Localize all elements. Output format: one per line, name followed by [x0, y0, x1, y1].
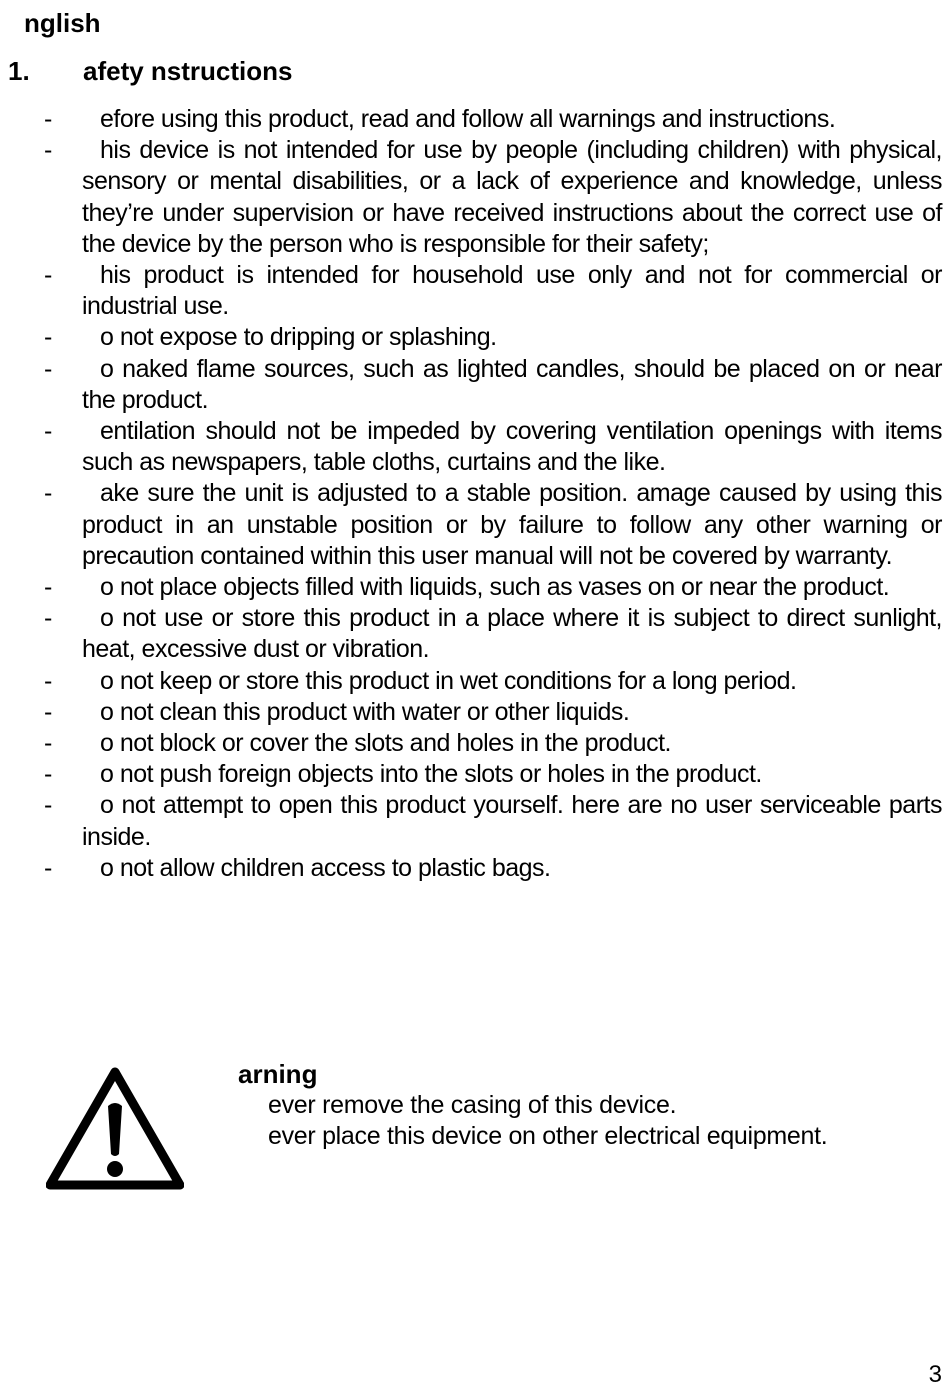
list-item-text: entilation should not be impeded by covering ventilation openings with items such as newspapers, table cloths, curtains and the like. — [82, 417, 942, 477]
list-item-text: o not block or cover the slots and holes in the product. — [100, 729, 671, 758]
list-item-text: o naked flame sources, such as lighted candles, should be placed on or near the product. — [82, 354, 942, 414]
list-dash: - — [44, 354, 52, 383]
list-item — [0, 603, 942, 665]
list-dash: - — [44, 261, 52, 290]
list-item — [0, 572, 942, 603]
list-item — [0, 260, 942, 322]
warning-text — [246, 1090, 878, 1152]
list-item — [0, 697, 942, 728]
list-dash: - — [44, 666, 52, 695]
list-item — [0, 790, 942, 852]
list-item — [0, 666, 942, 697]
list-item-text: o not clean this product with water or other liquids. — [100, 697, 630, 726]
list-item-text: o not use or store this product in a place where it is subject to direct sunlight, heat, excessive dust or vibration. — [82, 604, 942, 664]
list-dash: - — [44, 417, 52, 446]
list-item — [0, 759, 942, 790]
warning-line: ever place this device on other electrical equipment. — [268, 1122, 828, 1151]
list-dash: - — [44, 604, 52, 633]
list-dash: - — [44, 105, 52, 133]
section-heading — [8, 54, 293, 88]
warning-line: ever remove the casing of this device. — [268, 1091, 677, 1119]
list-item-text: his product is intended for household use only and not for commercial or industrial use. — [82, 261, 942, 321]
section-title: afety nstructions — [83, 56, 293, 86]
list-item-text: o not push foreign objects into the slots or holes in the product. — [100, 760, 762, 789]
list-item — [0, 322, 942, 353]
list-dash: - — [44, 697, 52, 726]
list-item-text: o not attempt to open this product yourself. here are no user serviceable parts inside. — [82, 791, 942, 851]
list-dash: - — [44, 573, 52, 602]
warning-title: arning — [238, 1059, 318, 1089]
list-dash: - — [44, 760, 52, 789]
list-dash: - — [44, 791, 52, 820]
page-number: 3 — [928, 1361, 942, 1388]
list-item-text: o not keep or store this product in wet conditions for a long period. — [100, 666, 797, 695]
list-dash: - — [44, 323, 52, 352]
warning-triangle-icon — [46, 1066, 184, 1190]
list-item — [0, 853, 942, 884]
list-item-text: his device is not intended for use by people (including children) with physical, sensory or mental disabilities, or a lack of experience and knowledge, unless they’re under supervision or have received instructions about the correct use of the device by the person who is responsible for their safety; — [82, 136, 942, 258]
list-item-text: ake sure the unit is adjusted to a stable position. amage caused by using this product in an unstable position or by failure to follow any other warning or precaution contained within this user manual will not be covered by warranty. — [82, 479, 942, 570]
list-dash: - — [44, 136, 52, 165]
list-item-text: o not allow children access to plastic bags. — [100, 853, 551, 882]
list-item-text: o not expose to dripping or splashing. — [100, 323, 497, 352]
list-item — [0, 416, 942, 478]
list-item-text: o not place objects filled with liquids, such as vases on or near the product. — [100, 573, 890, 602]
list-item — [0, 354, 942, 416]
section-number: 1. — [8, 56, 30, 86]
list-item-text: efore using this product, read and follow all warnings and instructions. — [100, 105, 836, 133]
list-item — [0, 728, 942, 759]
list-dash: - — [44, 729, 52, 758]
language-heading: nglish — [24, 8, 101, 38]
list-item — [0, 478, 942, 572]
list-dash: - — [44, 853, 52, 882]
list-dash: - — [44, 479, 52, 508]
safety-instructions-list — [0, 104, 942, 884]
list-item — [0, 104, 942, 135]
list-item — [0, 135, 942, 260]
